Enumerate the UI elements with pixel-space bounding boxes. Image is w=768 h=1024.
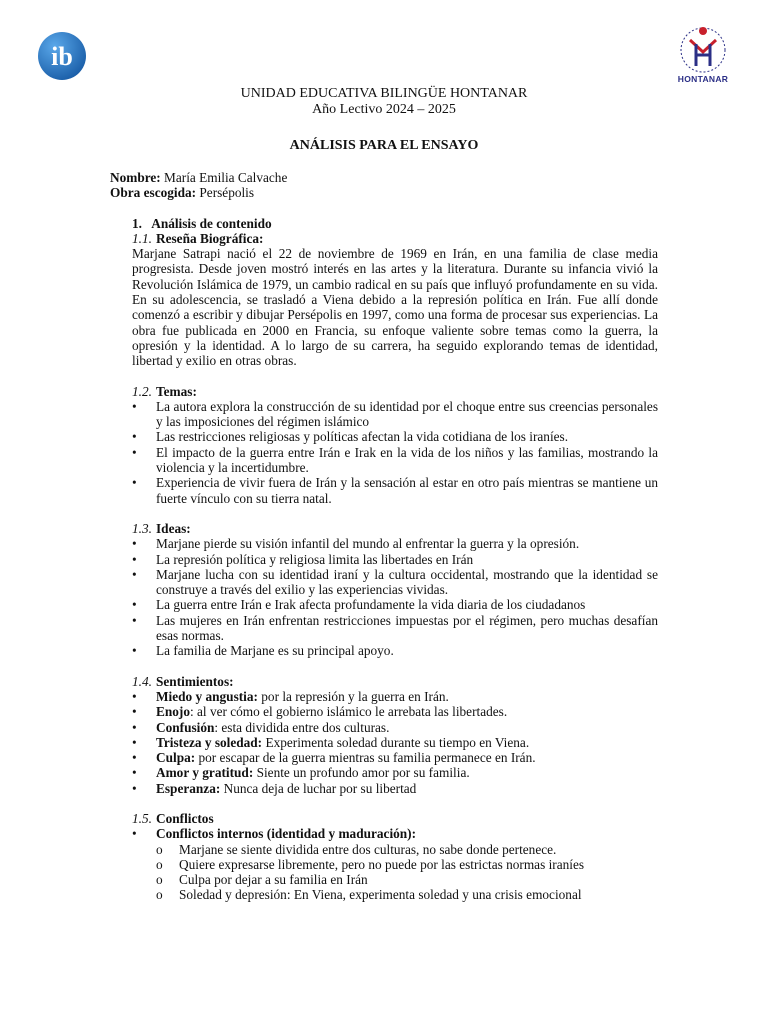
list-item: • Confusión: esta dividida entre dos culturas.: [132, 719, 390, 735]
subsection-ideas: [110, 521, 658, 536]
document-body: [110, 170, 658, 903]
subsection-temas: [110, 384, 658, 399]
name-value: María Emilia Calvache: [164, 170, 288, 185]
list-item: • Experiencia de vivir fuera de Irán y la sensación al estar en otro país mientras se mantiene un fuerte vínculo con su tierra natal.: [132, 475, 658, 506]
list-item: • Conflictos internos (identidad y maduración):: [132, 826, 417, 842]
conflictos-label: Conflictos: [156, 810, 214, 826]
list-item: • Las restricciones religiosas y políticas afectan la vida cotidiana de los iraníes.: [132, 429, 569, 445]
list-item: • Esperanza: Nunca deja de luchar por su libertad: [132, 780, 417, 796]
document-title: ANÁLISIS PARA EL ENSAYO: [289, 138, 479, 153]
list-item: • Enojo: al ver cómo el gobierno islámico le arrebata las libertades.: [132, 704, 508, 720]
list-item: • La autora explora la construcción de su identidad por el choque entre sus creencias personales y las imposiciones del régimen islámico: [132, 398, 658, 430]
hontanar-logo: [668, 22, 738, 88]
list-item: • La familia de Marjane es su principal apoyo.: [132, 643, 394, 659]
conflictos-internos-list: [110, 842, 658, 903]
list-item: • Las mujeres en Irán enfrentan restricciones impuestas por el régimen, pero muchas desafían esas normas.: [132, 612, 658, 644]
temas-number: 1.2.: [132, 383, 152, 399]
hontanar-emblem-icon: [668, 22, 738, 74]
section-heading: 1. Análisis de contenido: [132, 215, 272, 231]
document-header: [0, 86, 768, 118]
subsection-conflictos: [110, 811, 658, 826]
temas-label: Temas:: [156, 383, 197, 399]
list-item: • Tristeza y soledad: Experimenta soledad durante su tiempo en Viena.: [132, 734, 530, 750]
bio-label: Reseña Biográfica:: [156, 230, 264, 246]
list-item: • Miedo y angustia: por la represión y la guerra en Irán.: [132, 688, 449, 704]
conflictos-number: 1.5.: [132, 810, 152, 826]
list-item: o Culpa por dejar a su familia en Irán: [156, 872, 368, 888]
ib-logo-icon: [36, 30, 88, 82]
conflictos-list: [110, 826, 658, 841]
list-item: • El impacto de la guerra entre Irán e Irak en la vida de los niños y las familias, mostrando la violencia y la incertidumbre.: [132, 444, 658, 476]
bio-number: 1.1.: [132, 230, 152, 246]
sentimientos-label: Sentimientos:: [156, 673, 234, 689]
school-year: Año Lectivo 2024 – 2025: [312, 102, 456, 117]
sentimientos-number: 1.4.: [132, 673, 152, 689]
work-row: [110, 185, 658, 200]
ideas-list: [110, 536, 658, 658]
list-item: • La guerra entre Irán e Irak afecta profundamente la vida diaria de los ciudadanos: [132, 597, 586, 613]
ideas-number: 1.3.: [132, 520, 152, 536]
list-item: • Amor y gratitud: Siente un profundo amor por su familia.: [132, 765, 470, 781]
work-value: Persépolis: [199, 185, 255, 201]
list-item: • Marjane lucha con su identidad iraní y la cultura occidental, mostrando que la identidad se construye a través del exilio y las experiencias vividas.: [132, 566, 658, 598]
subsection-sentimientos: [110, 674, 658, 689]
list-item: • Marjane pierde su visión infantil del mundo al enfrentar la guerra y la opresión.: [132, 536, 580, 552]
list-item: o Quiere expresarse libremente, pero no puede por las estrictas normas iraníes: [156, 856, 585, 872]
list-item: • Culpa: por escapar de la guerra mientras su familia permanece en Irán.: [132, 750, 536, 766]
bio-paragraph: Marjane Satrapi nació el 22 de noviembre de 1969 en Irán, en una familia de clase media progresista. Desde joven mostró interés en las artes y la literatura. Durante su infancia vivió la Revolución Islámica de 1979, un cambio radical en su país que influyó profundamente en su vida. En su adolescencia, se trasladó a Viena debido a la represión política en Irán. Fue allí donde comenzó a escribir y dibujar Persépolis en 1997, como una forma de procesar sus experiencias. La obra fue publicada en 2000 en Francia, su enfoque valiente sobre temas como la guerra, la opresión y la identidad. A lo largo de su carrera, ha seguido explorando temas de identidad, libertad y exilio en otras obras.: [132, 246, 658, 369]
svg-text:ib: ib: [51, 42, 73, 71]
list-item: • La represión política y religiosa limita las libertades en Irán: [132, 551, 474, 567]
list-item: o Marjane se siente dividida entre dos culturas, no sabe donde pertenece.: [156, 841, 557, 857]
work-label: Obra escogida:: [110, 185, 197, 201]
list-item: o Soledad y depresión: En Viena, experimenta soledad y una crisis emocional: [156, 887, 582, 903]
school-name: UNIDAD EDUCATIVA BILINGÜE HONTANAR: [240, 86, 528, 101]
subsection-bio: [110, 231, 658, 246]
hontanar-wordmark: HONTANAR: [677, 74, 729, 84]
sentimientos-list: [110, 689, 658, 796]
student-name-row: [110, 170, 658, 185]
temas-list: [110, 399, 658, 506]
ideas-label: Ideas:: [156, 520, 191, 536]
name-label: Nombre:: [110, 170, 161, 185]
